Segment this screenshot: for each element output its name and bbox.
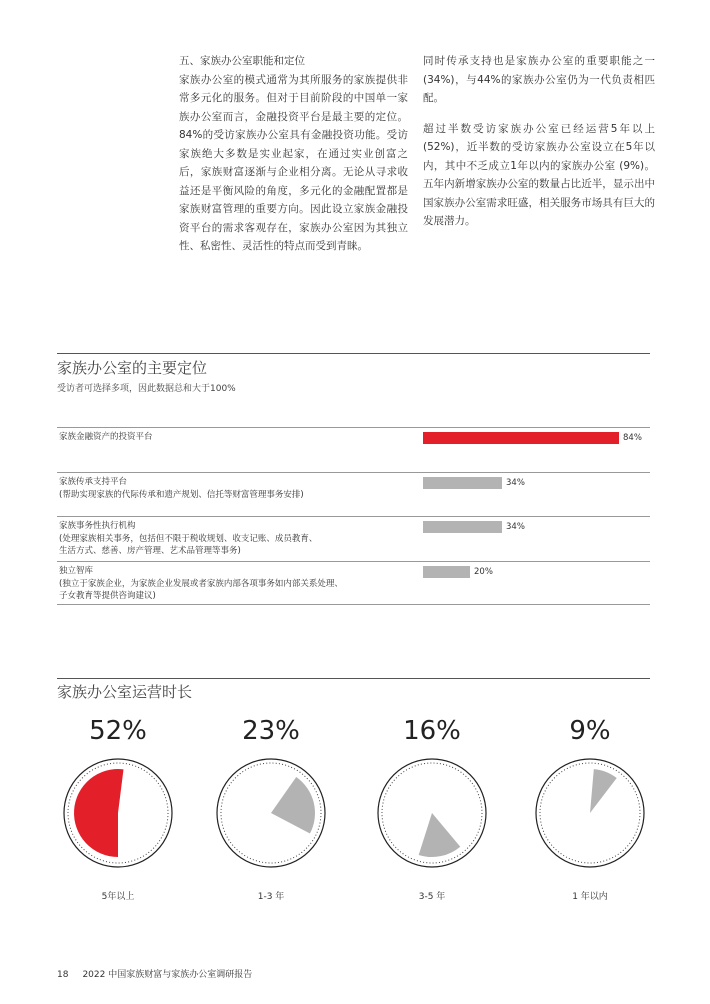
paragraph: 家族办公室的模式通常为其所服务的家族提供非常多元化的服务。但对于目前阶段的中国单一家族办公室而言，金融投资平台是最主要的定位。84%的受访家族办公室具有金融投资功能。受访家族绝大多数是实业起家，在通过实业创富之后，家族财富逐渐与企业相分离。无论从寻求收益还是平衡风险的角度，多元化的金融配置都是家族财富管理的重要方向。因此设立家族金融投资平台的需求客观存在，家族办公室因为其独立性、私密性、灵活性的特点而受到青睐。 <box>179 73 408 252</box>
pie-category-label: 3-5 年 <box>418 892 446 902</box>
bar-category-label-line: 家族事务性执行机构 <box>59 521 136 531</box>
pie-chart-title: 家族办公室运营时长 <box>57 683 193 701</box>
page-footer <box>57 967 252 980</box>
bar-category-label-line: 家族金融资产的投资平台 <box>59 432 153 442</box>
bar-category-label-line: 子女教育等提供咨询建议) <box>59 591 156 601</box>
pie-value-label: 16% <box>403 716 461 746</box>
bar-category-label <box>59 565 399 603</box>
bar <box>423 521 502 533</box>
bar-chart-subtitle: 受访者可选择多项，因此数据总和大于100% <box>57 384 236 394</box>
bar-category-label <box>59 520 399 558</box>
pie-chart <box>213 755 329 871</box>
page-number: 18 <box>57 970 69 980</box>
bar-category-label-line: 家族传承支持平台 <box>59 477 128 487</box>
pie-value-label: 23% <box>242 716 300 746</box>
pie-chart <box>60 755 176 871</box>
pie-chart <box>374 755 490 871</box>
row-divider <box>57 561 650 562</box>
bar-category-label-line: (独立于家族企业，为家族企业发展或者家族内部各项事务如内部关系处理、 <box>59 578 343 589</box>
left-text-column <box>179 52 408 256</box>
bar-category-label-line: (处理家族相关事务，包括但不限于税收规划、收支记账、成员教育、 <box>59 533 318 544</box>
section-divider <box>57 353 650 354</box>
row-divider <box>57 516 650 517</box>
row-divider <box>57 604 650 605</box>
bar-category-label-line: (帮助实现家族的代际传承和遗产规划、信托等财富管理事务安排) <box>59 489 304 500</box>
report-title: 2022 中国家族财富与家族办公室调研报告 <box>82 970 253 980</box>
pie-category-label: 1-3 年 <box>257 892 285 902</box>
bar-category-label-line: 生活方式、慈善、房产管理、艺术品管理等事务) <box>59 546 241 556</box>
pie-chart <box>532 755 648 871</box>
section-divider <box>57 678 650 679</box>
paragraph: 同时传承支持也是家族办公室的重要职能之一(34%)，与44%的家族办公室仍为一代负责相匹配。 <box>423 55 655 104</box>
row-divider <box>57 427 650 428</box>
bar-value-label: 34% <box>506 522 525 532</box>
bar-category-label-line: 独立智库 <box>59 566 94 576</box>
bar-value-label: 20% <box>474 567 493 577</box>
right-text-column <box>423 52 655 231</box>
row-divider <box>57 472 650 473</box>
bar <box>423 477 502 489</box>
bar <box>423 432 619 444</box>
pie-value-label: 9% <box>569 716 611 746</box>
bar-value-label: 34% <box>506 478 525 488</box>
pie-category-label: 5年以上 <box>101 892 135 902</box>
pie-category-label: 1 年以内 <box>572 892 608 902</box>
bar-chart-title: 家族办公室的主要定位 <box>57 359 208 377</box>
bar <box>423 566 470 578</box>
paragraph: 超过半数受访家族办公室已经运营5年以上(52%)，近半数的受访家族办公室设立在5年以内，其中不乏成立1年以内的家族办公室 (9%)。五年内新增家族办公室的数量占比近半，显示出中国家族办公室需求旺盛，相关服务市场具有巨大的发展潜力。 <box>423 122 655 227</box>
section-heading: 五、家族办公室职能和定位 <box>179 55 305 67</box>
bar-category-label <box>59 476 399 501</box>
bar-value-label: 84% <box>623 433 642 443</box>
bar-category-label <box>59 431 399 444</box>
pie-value-label: 52% <box>89 716 147 746</box>
